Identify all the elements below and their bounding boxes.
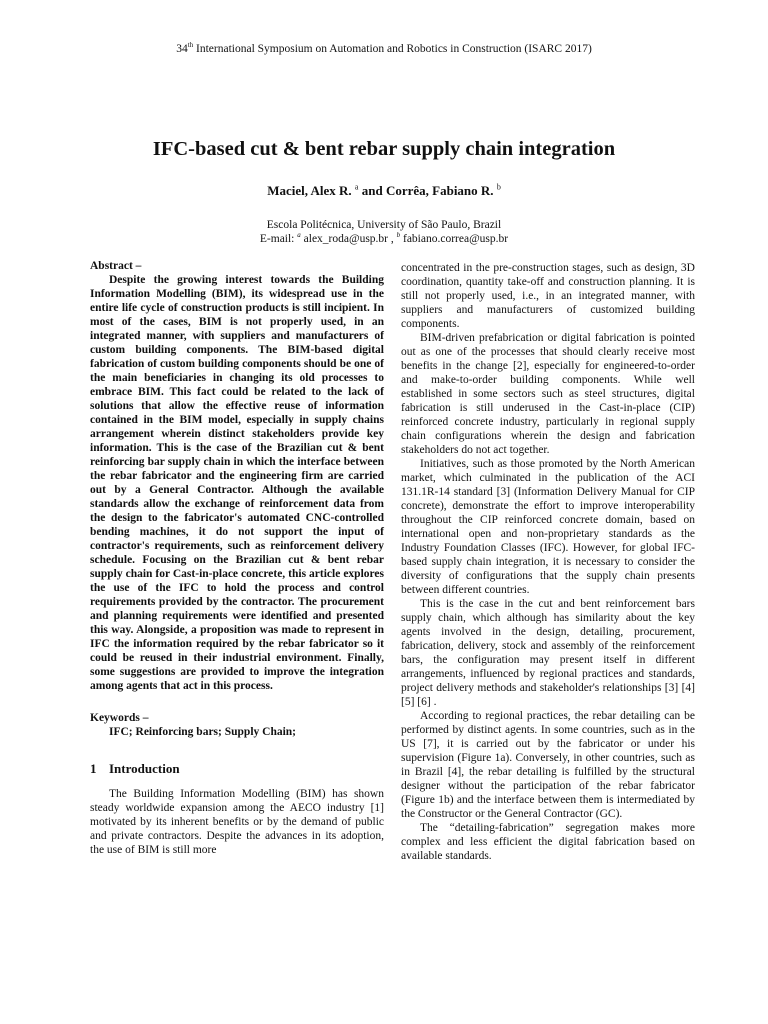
section-number: 1 — [90, 761, 97, 776]
keywords-heading: Keywords – — [90, 712, 149, 724]
email-author-2[interactable]: fabiano.correa@usp.br — [403, 233, 509, 245]
paper-title: IFC-based cut & bent rebar supply chain integration — [152, 138, 616, 160]
abstract-body: Despite the growing interest towards the Building Information Modelling (BIM), its widespread use in the entire life cycle of construction products is still incipient. In most of the cases, BIM is not properly used, in an integrated manner, with suppliers and manufacturers of custom building components. The BIM-based digital fabrication of custom building components should be one of the main beneficiaries in changing its old processes to embrace BIM. This fact could be related to the lack of solutions that allow the effective reuse of information contained in the BIM model, especially in supply chains arrangement wherein distinct stakeholders provide key information. This is the case of the Brazilian cut & bent reinforcing bar supply chain in which the interface between the rebar fabricator and the engineering firm are carried out by a General Contractor. Although the available standards allow the exchange of reinforcement data from the design to the fabricator's automated CNC-controlled bending machines, it do not support the input of contractor's requirements, such as reinforcement delivery schedule. Focusing on the Brazilian cut & bent rebar supply chain for Cast-in-place concrete, this article explores the use of the IFC to hold the process and control requirements provided by the contractor. The procurement and planning requirements were identified and presented this way. Alongside, a proposition was made to represent in IFC the information required by the rebar fabricator so it could be reused in their industrial environment. Finally, some suggestions are provided to improve the integration among agents that act in this process. — [90, 274, 384, 692]
email-b-mark: b — [396, 231, 401, 240]
abstract-heading: Abstract – — [90, 260, 142, 272]
body-paragraph-4: This is the case in the cut and bent reinforcement bars supply chain, which although has similarity about the key agents involved in the design, detailing, procurement, fabrication, delivery, stock and assembly of the reinforcement bars, the configuration may present itself in different arrangements, influenced by regional practices and standards, project delivery methods and stakeholder's relationships [3] [4] [5] [6] . — [401, 598, 695, 708]
email-a-mark: a — [297, 231, 301, 240]
section-heading-introduction — [90, 761, 384, 777]
author-2: Corrêa, Fabiano R. — [385, 183, 494, 198]
introduction-paragraph: The Building Information Modelling (BIM) has shown steady worldwide expansion among the AECO industry [1] motivated by its inherent benefits or by the demand of public and private contractors. Despite the advances in its adoption, the use of BIM is still more — [90, 788, 384, 856]
author-connector: and — [358, 183, 386, 198]
author-list — [0, 183, 768, 199]
body-paragraph-6: The “detailing-fabrication” segregation makes more complex and less efficient the digital fabrication based on available standards. — [401, 822, 695, 862]
body-paragraph-2: BIM-driven prefabrication or digital fabrication is pointed out as one of the processes that should clearly receive most benefits in the change [2], especially for engineered-to-order and make-to-order building components. While well established in some sectors such as steel structures, digital fabrication is still underused in the Cast-in-place (CIP) reinforced concrete industry, particularly in regional supply chain configurations wherein the design and fabrication stakeholders do not act together. — [401, 332, 695, 456]
conference-header — [0, 42, 768, 56]
author-1: Maciel, Alex R. — [267, 183, 352, 198]
header-conference-name: International Symposium on Automation and Robotics in Construction (ISARC 2017) — [193, 43, 592, 55]
email-label: E-mail: — [259, 233, 298, 245]
left-column — [90, 259, 384, 857]
affiliation-block — [0, 218, 768, 246]
body-paragraph-3: Initiatives, such as those promoted by the North American market, which culminated in the publication of the ACI 131.1R-14 standard [3] (Information Delivery Manual for CIP concrete), demonstrate the effort to improve interoperability throughout the CIP reinforced concrete domain, based on international open and non-proprietary standards as the Industry Foundation Classes (IFC). However, for global IFC-based supply chain integration, it is necessary to consider the diversity of configurations that the supply chain presents between different countries. — [401, 458, 695, 596]
section-title: Introduction — [109, 761, 180, 776]
email-author-1[interactable]: alex_roda@usp.br , — [303, 233, 394, 245]
affiliation-emails — [0, 232, 768, 246]
author-1-affiliation-mark: a — [354, 182, 359, 192]
body-paragraph-1: concentrated in the pre-construction stages, such as design, 3D coordination, quantity take-off and construction planning. It is still not properly used, i.e., in an integrated manner, with suppliers and manufacturers of customized building components. — [401, 262, 695, 330]
right-column — [401, 261, 695, 863]
body-paragraph-5: According to regional practices, the rebar detailing can be performed by distinct agents. In some countries, such as in the US [7], it is carried out by the fabricator or under his supervision (Figure 1a). Conversely, in other countries, such as in Brazil [4], the rebar detailing is fulfilled by the structural designer without the participation of the rebar fabricator (Figure 1b) and the interface between them is intermediated by the Constructor or the General Contractor (GC). — [401, 710, 695, 820]
header-ordinal-suffix: th — [187, 41, 194, 50]
header-number: 34 — [176, 43, 188, 55]
author-2-affiliation-mark: b — [496, 182, 501, 192]
keywords-list: IFC; Reinforcing bars; Supply Chain; — [109, 726, 297, 738]
affiliation-institution: Escola Politécnica, University of São Paulo, Brazil — [266, 219, 502, 231]
